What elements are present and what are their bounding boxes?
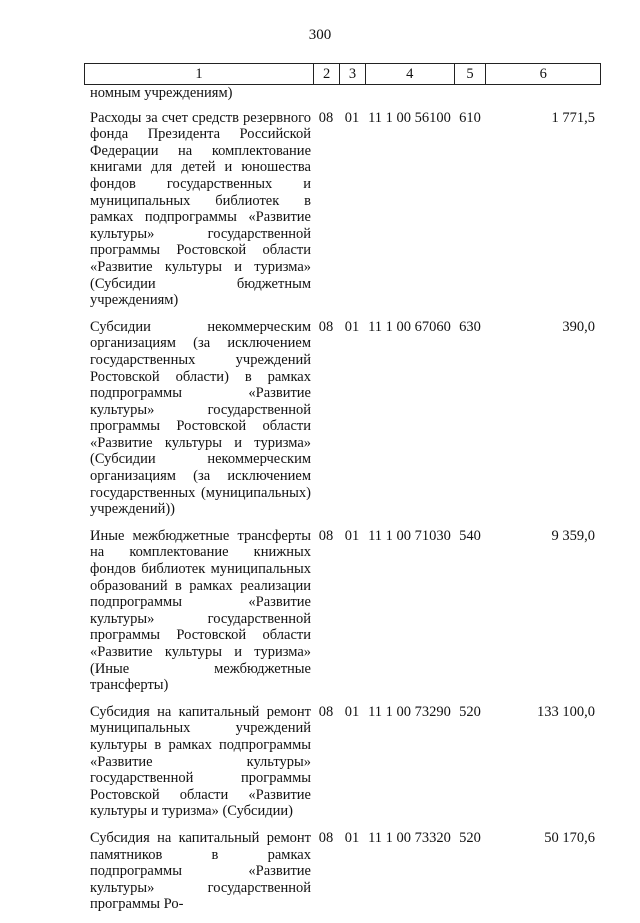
- row-expense-type: 630: [459, 318, 481, 335]
- header-col-3: 3: [339, 64, 365, 84]
- row-section: 08: [318, 527, 334, 544]
- row-section: 08: [318, 703, 334, 720]
- row-subsection: 01: [344, 703, 360, 720]
- table-header: [84, 63, 601, 85]
- row-subsection: 01: [344, 318, 360, 335]
- row-expense-type: 540: [459, 527, 481, 544]
- row-target-code: 11 1 00 67060: [368, 318, 451, 335]
- row-name: Иные межбюджетные трансферты на комплектование книжных фондов библиотек муниципальных образований в рамках реализации подпрограммы «Развитие культуры» государственной программы Ростовской области «Развитие культуры и туризма» (Иные межбюджетные трансферты): [90, 527, 311, 694]
- header-col-1: 1: [195, 66, 203, 82]
- page-number: 300: [308, 27, 332, 43]
- row-name: Субсидии некоммерческим организациям (за исключением государственных учреждений Ростовской области) в рамках подпрограммы «Развитие культуры» государственной программы Ростовской области «Развитие культуры и туризма» (Субсидии некоммерческим организациям (за исключением государственных (муниципальных) учреждений)): [90, 318, 311, 518]
- row-section: 08: [318, 829, 334, 846]
- row-amount: 1 771,5: [551, 109, 595, 126]
- row-expense-type: 520: [459, 703, 481, 720]
- row-subsection: 01: [344, 829, 360, 846]
- row-subsection: 01: [344, 109, 360, 126]
- row-subsection: 01: [344, 527, 360, 544]
- table-row: [84, 528, 601, 694]
- row-target-code: 11 1 00 56100: [368, 109, 451, 126]
- continuation-text: номным учреждениям): [90, 85, 233, 101]
- row-expense-type: 520: [459, 829, 481, 846]
- header-col-4: 4: [365, 64, 454, 84]
- table-row: [84, 704, 601, 820]
- header-col-5: 5: [454, 64, 486, 84]
- table-row: [84, 110, 601, 309]
- row-expense-type: 610: [459, 109, 481, 126]
- row-target-code: 11 1 00 73320: [368, 829, 451, 846]
- row-section: 08: [318, 109, 334, 126]
- row-section: 08: [318, 318, 334, 335]
- table-row: [84, 830, 601, 913]
- header-col-6: 6: [485, 64, 600, 84]
- row-target-code: 11 1 00 71030: [368, 527, 451, 544]
- budget-table: [84, 63, 601, 923]
- row-amount: 133 100,0: [537, 703, 595, 720]
- row-target-code: 11 1 00 73290: [368, 703, 451, 720]
- row-amount: 390,0: [562, 318, 595, 335]
- row-name: Субсидия на капитальный ремонт памятников в рамках подпрограммы «Развитие культуры» государственной программы Ро-: [90, 829, 311, 913]
- row-name: Субсидия на капитальный ремонт муниципальных учреждений культуры в рамках подпрограммы «Развитие культуры» государственной программы Ростовской области «Развитие культуры и туризма» (Субсидии): [90, 703, 311, 820]
- table-row: [84, 319, 601, 518]
- row-amount: 50 170,6: [544, 829, 595, 846]
- row-name: Расходы за счет средств резервного фонда Президента Российской Федерации на комплектование книгами для детей и юношества фондов государственных и муниципальных библиотек в рамках подпрограммы «Развитие культуры» государственной программы Ростовской области «Развитие культуры и туризма» (Субсидии бюджетным учреждениям): [90, 109, 311, 309]
- header-col-2: 2: [313, 64, 339, 84]
- row-amount: 9 359,0: [551, 527, 595, 544]
